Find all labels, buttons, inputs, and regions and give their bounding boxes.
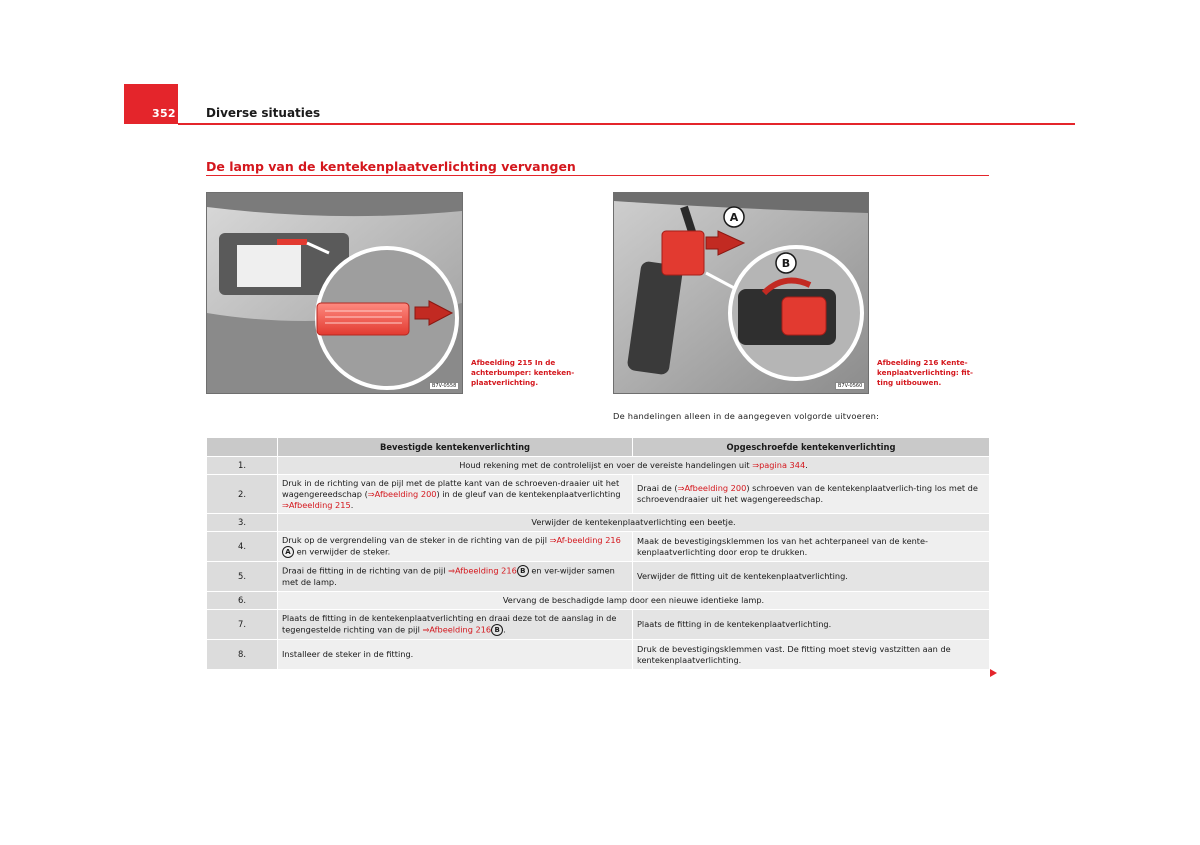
section-rule — [206, 175, 989, 176]
step-text: Druk op de vergrendeling van de steker in de richting van de pijl — [282, 535, 550, 545]
figure-215-caption: Afbeelding 215 In de achterbumper: kenteken-plaatverlichting. — [471, 358, 575, 387]
step-number: 1. — [207, 457, 278, 475]
table-header-row — [207, 438, 990, 457]
step-fixed-cell — [278, 532, 633, 562]
fitting-illustration — [614, 193, 868, 393]
callout-b-icon: B — [491, 624, 503, 636]
header-rule — [178, 123, 1075, 125]
step-number: 5. — [207, 562, 278, 592]
step-number: 8. — [207, 640, 278, 670]
step-text: Installeer de steker in de fitting. — [282, 649, 414, 659]
step-number: 2. — [207, 475, 278, 514]
cross-reference-link[interactable]: ⇒Afbeelding 216 — [422, 624, 492, 635]
cross-reference-link[interactable]: ⇒Afbeelding 215 — [282, 499, 351, 510]
cross-reference-link[interactable]: ⇒Afbeelding 200 — [677, 483, 747, 493]
table-row — [207, 532, 990, 562]
section-title: De lamp van de kentekenplaatverlichting vervangen — [206, 159, 576, 174]
callout-a-icon: A — [282, 546, 294, 558]
figure-215-code: B7V-0558 — [429, 382, 459, 390]
table-row — [207, 640, 990, 670]
intro-text: De handelingen alleen in de aangegeven volgorde uitvoeren: — [613, 411, 880, 421]
cross-reference-link[interactable]: ⇒Afbeelding 200 — [367, 488, 437, 499]
next-page-arrow-icon — [990, 669, 997, 677]
header-cell-num — [207, 438, 278, 457]
table-row — [207, 562, 990, 592]
bumper-illustration — [207, 193, 462, 393]
step-number: 4. — [207, 532, 278, 562]
cross-reference-link[interactable]: ⇒Af-beelding 216 — [549, 535, 621, 545]
label-a: A — [729, 211, 739, 224]
step-screwed-cell — [633, 532, 990, 562]
step-number: 6. — [207, 592, 278, 610]
table-row — [207, 592, 990, 610]
step-text: en ver-wijder samen met de lamp. — [282, 565, 615, 587]
step-text: Plaats de fitting in de kentekenplaatverlichting. — [637, 619, 832, 629]
table-row — [207, 514, 990, 532]
chapter-title: Diverse situaties — [206, 106, 321, 120]
step-shared-cell — [278, 514, 990, 532]
cross-reference-link[interactable]: ⇒Afbeelding 216 — [448, 565, 517, 576]
step-number: 7. — [207, 610, 278, 640]
table-row — [207, 475, 990, 514]
step-text: Verwijder de kentekenplaatverlichting een beetje. — [531, 517, 736, 527]
step-fixed-cell — [278, 475, 633, 514]
header-cell-screwed: Opgeschroefde kentekenverlichting — [633, 438, 990, 457]
step-text: ) in de gleuf van de kentekenplaatverlichting — [436, 488, 621, 499]
step-text: Maak de bevestigingsklemmen los van het achterpaneel van de kente-kenplaatverlichting door erop te drukken. — [637, 535, 928, 557]
label-b: B — [781, 257, 791, 270]
step-fixed-cell — [278, 640, 633, 670]
step-fixed-cell — [278, 610, 633, 640]
step-text: Druk in de richting van de pijl met de platte kant van de schroeven-draaier uit het wagengereedschap ( — [282, 477, 620, 499]
figure-216-code: B7V-0560 — [835, 382, 865, 390]
step-screwed-cell — [633, 475, 990, 514]
cross-reference-link[interactable]: ⇒pagina 344 — [752, 460, 806, 470]
step-text: . — [350, 499, 354, 510]
step-text: Draai de fitting in de richting van de pijl — [282, 565, 449, 576]
table-row — [207, 457, 990, 475]
figure-216-image — [613, 192, 869, 394]
step-screwed-cell — [633, 562, 990, 592]
table-row — [207, 610, 990, 640]
step-number: 3. — [207, 514, 278, 532]
step-text: ) schroeven van de kentekenplaatverlich-ting los met de schroevendraaier uit het wagengereedschap. — [637, 483, 978, 504]
step-shared-cell — [278, 592, 990, 610]
step-text: Verwijder de fitting uit de kentekenplaatverlichting. — [637, 571, 848, 581]
figure-215-image — [206, 192, 463, 394]
step-screwed-cell — [633, 640, 990, 670]
step-text: Druk de bevestigingsklemmen vast. De fitting moet stevig vastzitten aan de kentekenplaatverlichting. — [637, 643, 951, 665]
header-cell-fixed: Bevestigde kentekenverlichting — [278, 438, 633, 457]
step-text: Draai de ( — [637, 483, 678, 493]
step-screwed-cell — [633, 610, 990, 640]
step-text: Vervang de beschadigde lamp door een nieuwe identieke lamp. — [502, 595, 765, 605]
callout-b-icon: B — [517, 565, 529, 577]
step-fixed-cell — [278, 562, 633, 592]
step-text: en verwijder de steker. — [294, 546, 391, 557]
step-text: . — [503, 624, 506, 635]
page-number: 352 — [152, 107, 176, 120]
step-shared-cell — [278, 457, 990, 475]
step-text: Houd rekening met de controlelijst en voer de vereiste handelingen uit — [459, 460, 753, 470]
step-text: Plaats de fitting in de kentekenplaatverlichting en draai deze tot de aanslag in de tegengestelde richting van de pijl — [282, 613, 617, 635]
steps-table — [206, 437, 990, 670]
step-text: . — [805, 460, 808, 470]
figure-216-caption: Afbeelding 216 Kente-kenplaatverlichting: fit-ting uitbouwen. — [877, 358, 974, 387]
